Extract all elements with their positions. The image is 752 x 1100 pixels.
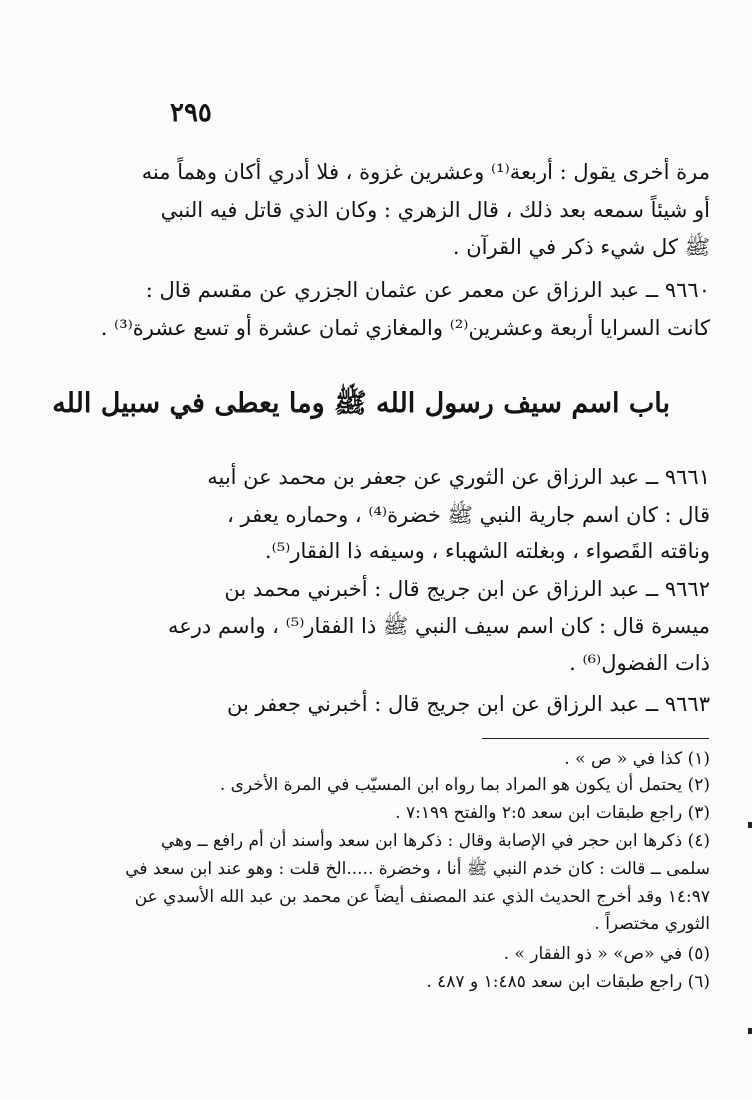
body-line: قال : كان اسم جارية النبي ﷺ خضرة⁽⁴⁾ ، وحماره يعفر ،: [227, 503, 710, 527]
footnote: ١٤:٩٧ وقد أخرج الحديث الذي عند المصنف أيضاً عن محمد بن عبد الله الأسدي عن: [134, 887, 710, 907]
body-line: ٩٦٦٠ ــ عبد الرزاق عن معمر عن عثمان الجزري عن مقسم قال :: [145, 278, 710, 302]
footnote: سلمى ــ قالت : كان خدم النبي ﷺ أنا ، وخضرة .....الخ قلت : وهو عند ابن سعد في: [125, 859, 710, 879]
footnote: (٢) يحتمل أن يكون هو المراد بما رواه ابن المسيّب في المرة الأخرى .: [219, 775, 710, 795]
body-line: وناقته القَصواء ، وبغلته الشهباء ، وسيفه ذا الفقار⁽⁵⁾.: [264, 539, 710, 563]
footnote-divider: [482, 738, 709, 739]
body-line: ﷺ كل شيء ذكر في القرآن .: [452, 235, 710, 259]
body-line: ٩٦٦٢ ــ عبد الرزاق عن ابن جريج قال : أخبرني محمد بن: [224, 577, 710, 601]
footnote: (١) كذا في « ص » .: [564, 749, 710, 769]
body-line: كانت السرايا أربعة وعشرين⁽²⁾ والمغازي ثمان عشرة أو تسع عشرة⁽³⁾ .: [100, 316, 710, 340]
page-number: ٢٩٥: [170, 98, 212, 128]
body-line: أو شيئاً سمعه بعد ذلك ، قال الزهري : وكان الذي قاتل فيه النبي: [160, 198, 710, 222]
body-line: ٩٦٦١ ــ عبد الرزاق عن الثوري عن جعفر بن محمد عن أبيه: [207, 465, 710, 489]
footnote: (٥) في «ص» « ذو الفقار » .: [503, 944, 710, 964]
chapter-heading: باب اسم سيف رسول الله ﷺ وما يعطى في سبيل الله: [52, 388, 670, 419]
footnote: (٣) راجع طبقات ابن سعد ٢:٥ والفتح ٧:١٩٩ .: [395, 803, 710, 823]
body-line: ٩٦٦٣ ــ عبد الرزاق عن ابن جريج قال : أخبرني جعفر بن: [227, 692, 710, 716]
footnote: (٦) راجع طبقات ابن سعد ١:٤٨٥ و ٤٨٧ .: [426, 972, 710, 992]
footnote: الثوري مختصراً .: [594, 914, 710, 934]
footnote: (٤) ذكرها ابن حجر في الإصابة وقال : ذكرها ابن سعد وأسند أن أم رافع ــ وهي: [160, 831, 710, 851]
body-line: مرة أخرى يقول : أربعة⁽¹⁾ وعشرين غزوة ، فلا أدري أكان وهماً منه: [141, 160, 710, 184]
body-line: ميسرة قال : كان اسم سيف النبي ﷺ ذا الفقار⁽⁵⁾ ، واسم درعه: [167, 614, 710, 638]
scan-edge-mark: [748, 1028, 752, 1034]
scan-edge-mark: [748, 822, 752, 828]
body-line: ذات الفضول⁽⁶⁾ .: [569, 651, 710, 675]
